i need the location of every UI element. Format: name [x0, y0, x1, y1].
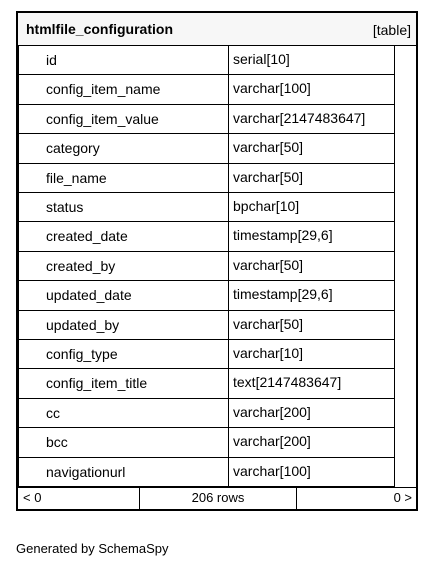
- column-row: [18, 105, 416, 134]
- column-name-cell: [18, 164, 229, 193]
- row-count-cell: [140, 488, 297, 509]
- column-name-cell: [18, 281, 229, 310]
- column-name-cell: [18, 369, 229, 398]
- table-kind-label: [table]: [372, 22, 411, 38]
- parents-count-cell: [18, 488, 140, 509]
- column-name-cell: [18, 428, 229, 457]
- column-row: [18, 281, 416, 310]
- column-type-cell: [229, 46, 395, 75]
- column-list: [18, 46, 416, 487]
- column-row: [18, 428, 416, 457]
- column-row: [18, 46, 416, 75]
- column-row: [18, 134, 416, 163]
- column-type: timestamp[29,6]: [233, 286, 333, 303]
- column-name: bcc: [46, 434, 68, 451]
- column-row: [18, 340, 416, 369]
- column-type: varchar[2147483647]: [233, 109, 366, 126]
- column-type: varchar[200]: [233, 403, 311, 420]
- column-name-cell: [18, 399, 229, 428]
- children-count-cell: [297, 488, 416, 509]
- column-type-cell: [229, 252, 395, 281]
- column-row: [18, 222, 416, 251]
- column-type-cell: [229, 458, 395, 487]
- column-name-cell: [18, 222, 229, 251]
- column-name: created_by: [46, 257, 116, 274]
- column-type: serial[10]: [233, 51, 290, 67]
- column-name: config_item_value: [46, 110, 159, 127]
- column-name: config_item_name: [46, 81, 161, 98]
- column-type: varchar[100]: [233, 80, 311, 97]
- column-name-cell: [18, 46, 229, 75]
- column-name: created_date: [46, 228, 128, 245]
- column-row: [18, 369, 416, 398]
- column-type: varchar[50]: [233, 256, 304, 273]
- column-row: [18, 399, 416, 428]
- column-type-cell: [229, 340, 395, 369]
- table-header: [18, 13, 416, 46]
- column-type-cell: [229, 222, 395, 251]
- column-name: id: [46, 52, 57, 68]
- column-name: updated_date: [46, 287, 132, 304]
- column-name: config_item_title: [46, 375, 148, 392]
- table-name: htmlfile_configuration: [26, 21, 173, 37]
- column-type: varchar[50]: [233, 315, 304, 332]
- column-type: varchar[50]: [233, 139, 304, 156]
- column-type: text[2147483647]: [233, 374, 342, 391]
- column-type-cell: [229, 399, 395, 428]
- column-name-cell: [18, 458, 229, 487]
- column-type-cell: [229, 134, 395, 163]
- column-type: bpchar[10]: [233, 198, 300, 214]
- column-name: status: [46, 199, 84, 215]
- column-name: category: [46, 140, 100, 157]
- column-row: [18, 164, 416, 193]
- column-name-cell: [18, 252, 229, 281]
- column-row: [18, 458, 416, 487]
- column-type-cell: [229, 428, 395, 457]
- column-type: timestamp[29,6]: [233, 227, 333, 244]
- column-type-cell: [229, 105, 395, 134]
- column-type-cell: [229, 311, 395, 340]
- table-footer: [18, 487, 416, 509]
- generated-by-caption: Generated by SchemaSpy: [16, 541, 169, 556]
- column-name-cell: [18, 193, 229, 222]
- column-row: [18, 75, 416, 104]
- column-type: varchar[10]: [233, 345, 304, 361]
- column-name: file_name: [46, 169, 107, 186]
- column-type-cell: [229, 164, 395, 193]
- column-row: [18, 311, 416, 340]
- column-name-cell: [18, 105, 229, 134]
- column-type-cell: [229, 369, 395, 398]
- column-name-cell: [18, 340, 229, 369]
- column-type-cell: [229, 75, 395, 104]
- column-name: config_type: [46, 346, 118, 362]
- column-type-cell: [229, 281, 395, 310]
- column-name-cell: [18, 75, 229, 104]
- column-name-cell: [18, 134, 229, 163]
- column-type: varchar[200]: [233, 433, 311, 450]
- row-count: 206 rows: [191, 490, 245, 505]
- column-type-cell: [229, 193, 395, 222]
- table-node: [16, 11, 418, 511]
- column-type: varchar[50]: [233, 168, 304, 185]
- parents-count: < 0: [23, 490, 42, 505]
- column-name: cc: [46, 404, 60, 421]
- children-count: 0 >: [393, 490, 412, 505]
- column-type: varchar[100]: [233, 462, 311, 479]
- column-row: [18, 252, 416, 281]
- column-name-cell: [18, 311, 229, 340]
- column-name: updated_by: [46, 316, 120, 333]
- column-row: [18, 193, 416, 222]
- column-name: navigationurl: [46, 463, 126, 480]
